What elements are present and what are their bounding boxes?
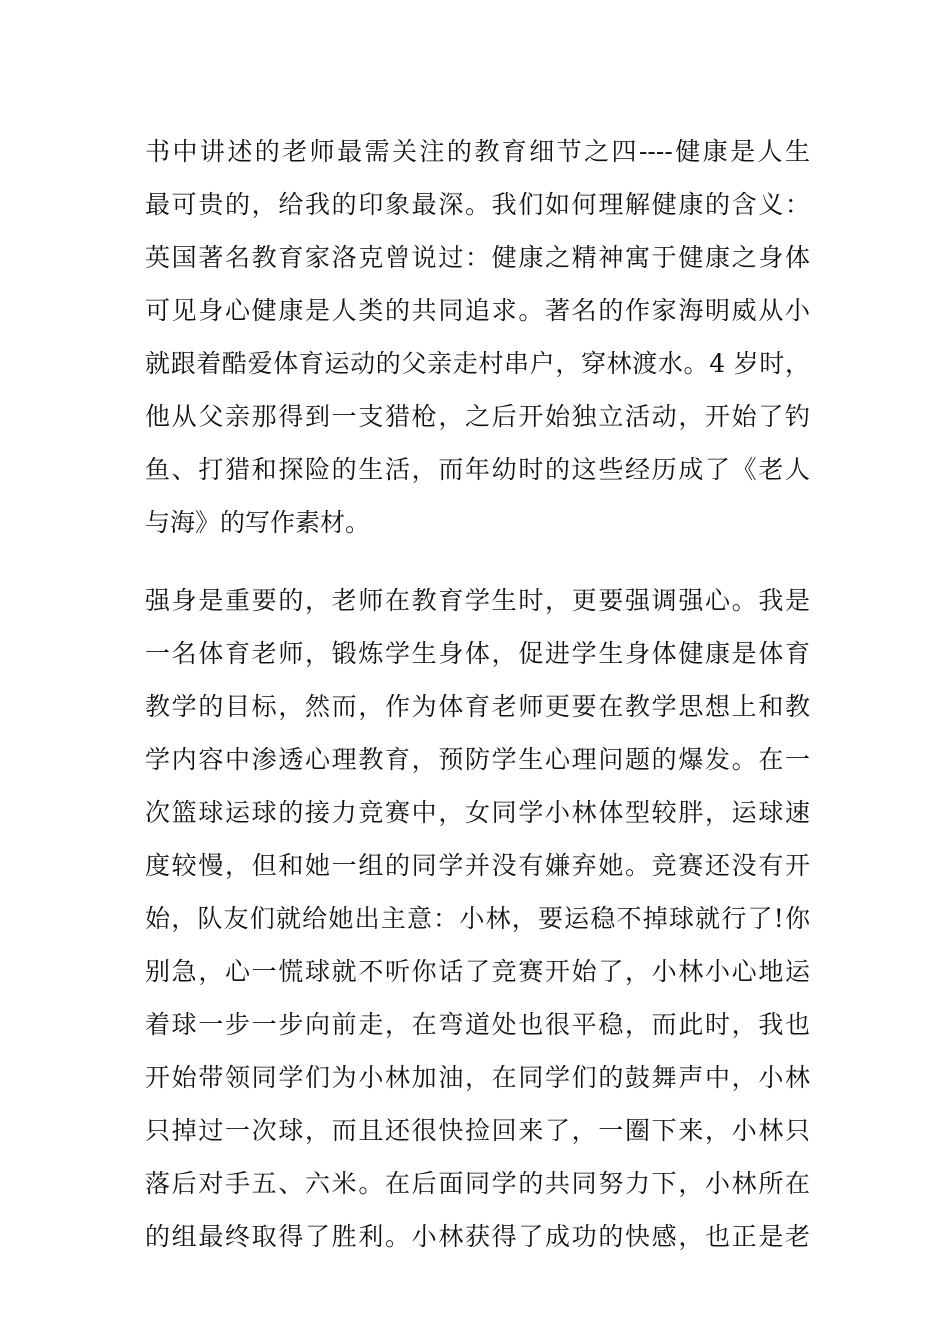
- text-line: 最可贵的，给我的印象最深。我们如何理解健康的含义：: [145, 190, 810, 219]
- text-line: 他从父亲那得到一支猎枪，之后开始独立活动，开始了钓: [145, 402, 810, 431]
- paragraph-2: [145, 574, 810, 1263]
- text-line: 始，队友们就给她出主意：小林，要运稳不掉球就行了!你: [145, 904, 810, 933]
- text-line: 英国著名教育家洛克曾说过：健康之精神寓于健康之身体: [145, 243, 810, 272]
- text-line: 次篮球运球的接力竞赛中，女同学小林体型较胖，运球速: [145, 798, 810, 827]
- text-line: 开始带领同学们为小林加油，在同学们的鼓舞声中，小林: [145, 1063, 810, 1092]
- text-line: 一名体育老师，锻炼学生身体，促进学生身体健康是体育: [145, 639, 810, 668]
- paragraph-1: [145, 125, 810, 549]
- text-line: 别急，心一慌球就不听你话了竞赛开始了，小林小心地运: [145, 957, 810, 986]
- text-line: 与海》的写作素材。: [145, 508, 371, 537]
- text-line: 着球一步一步向前走，在弯道处也很平稳，而此时，我也: [145, 1010, 810, 1039]
- text-line: 度较慢，但和她一组的同学并没有嫌弃她。竞赛还没有开: [145, 851, 810, 880]
- text-line: 学内容中渗透心理教育，预防学生心理问题的爆发。在一: [145, 745, 810, 774]
- text-line: 教学的目标，然而，作为体育老师更要在教学思想上和教: [145, 692, 810, 721]
- text-line: 就跟着酷爱体育运动的父亲走村串户，穿林渡水。4 岁时，: [145, 349, 810, 378]
- text-line: 只掉过一次球，而且还很快捡回来了，一圈下来，小林只: [145, 1116, 810, 1145]
- text-line: 鱼、打猎和探险的生活，而年幼时的这些经历成了《老人: [145, 455, 810, 484]
- text-line: 书中讲述的老师最需关注的教育细节之四----健康是人生: [145, 137, 810, 166]
- text-line: 可见身心健康是人类的共同追求。著名的作家海明威从小: [145, 296, 810, 325]
- text-line: 强身是重要的，老师在教育学生时，更要强调强心。我是: [145, 586, 810, 615]
- text-line: 落后对手五、六米。在后面同学的共同努力下，小林所在: [145, 1169, 810, 1198]
- text-line: 的组最终取得了胜利。小林获得了成功的快感，也正是老: [145, 1222, 810, 1251]
